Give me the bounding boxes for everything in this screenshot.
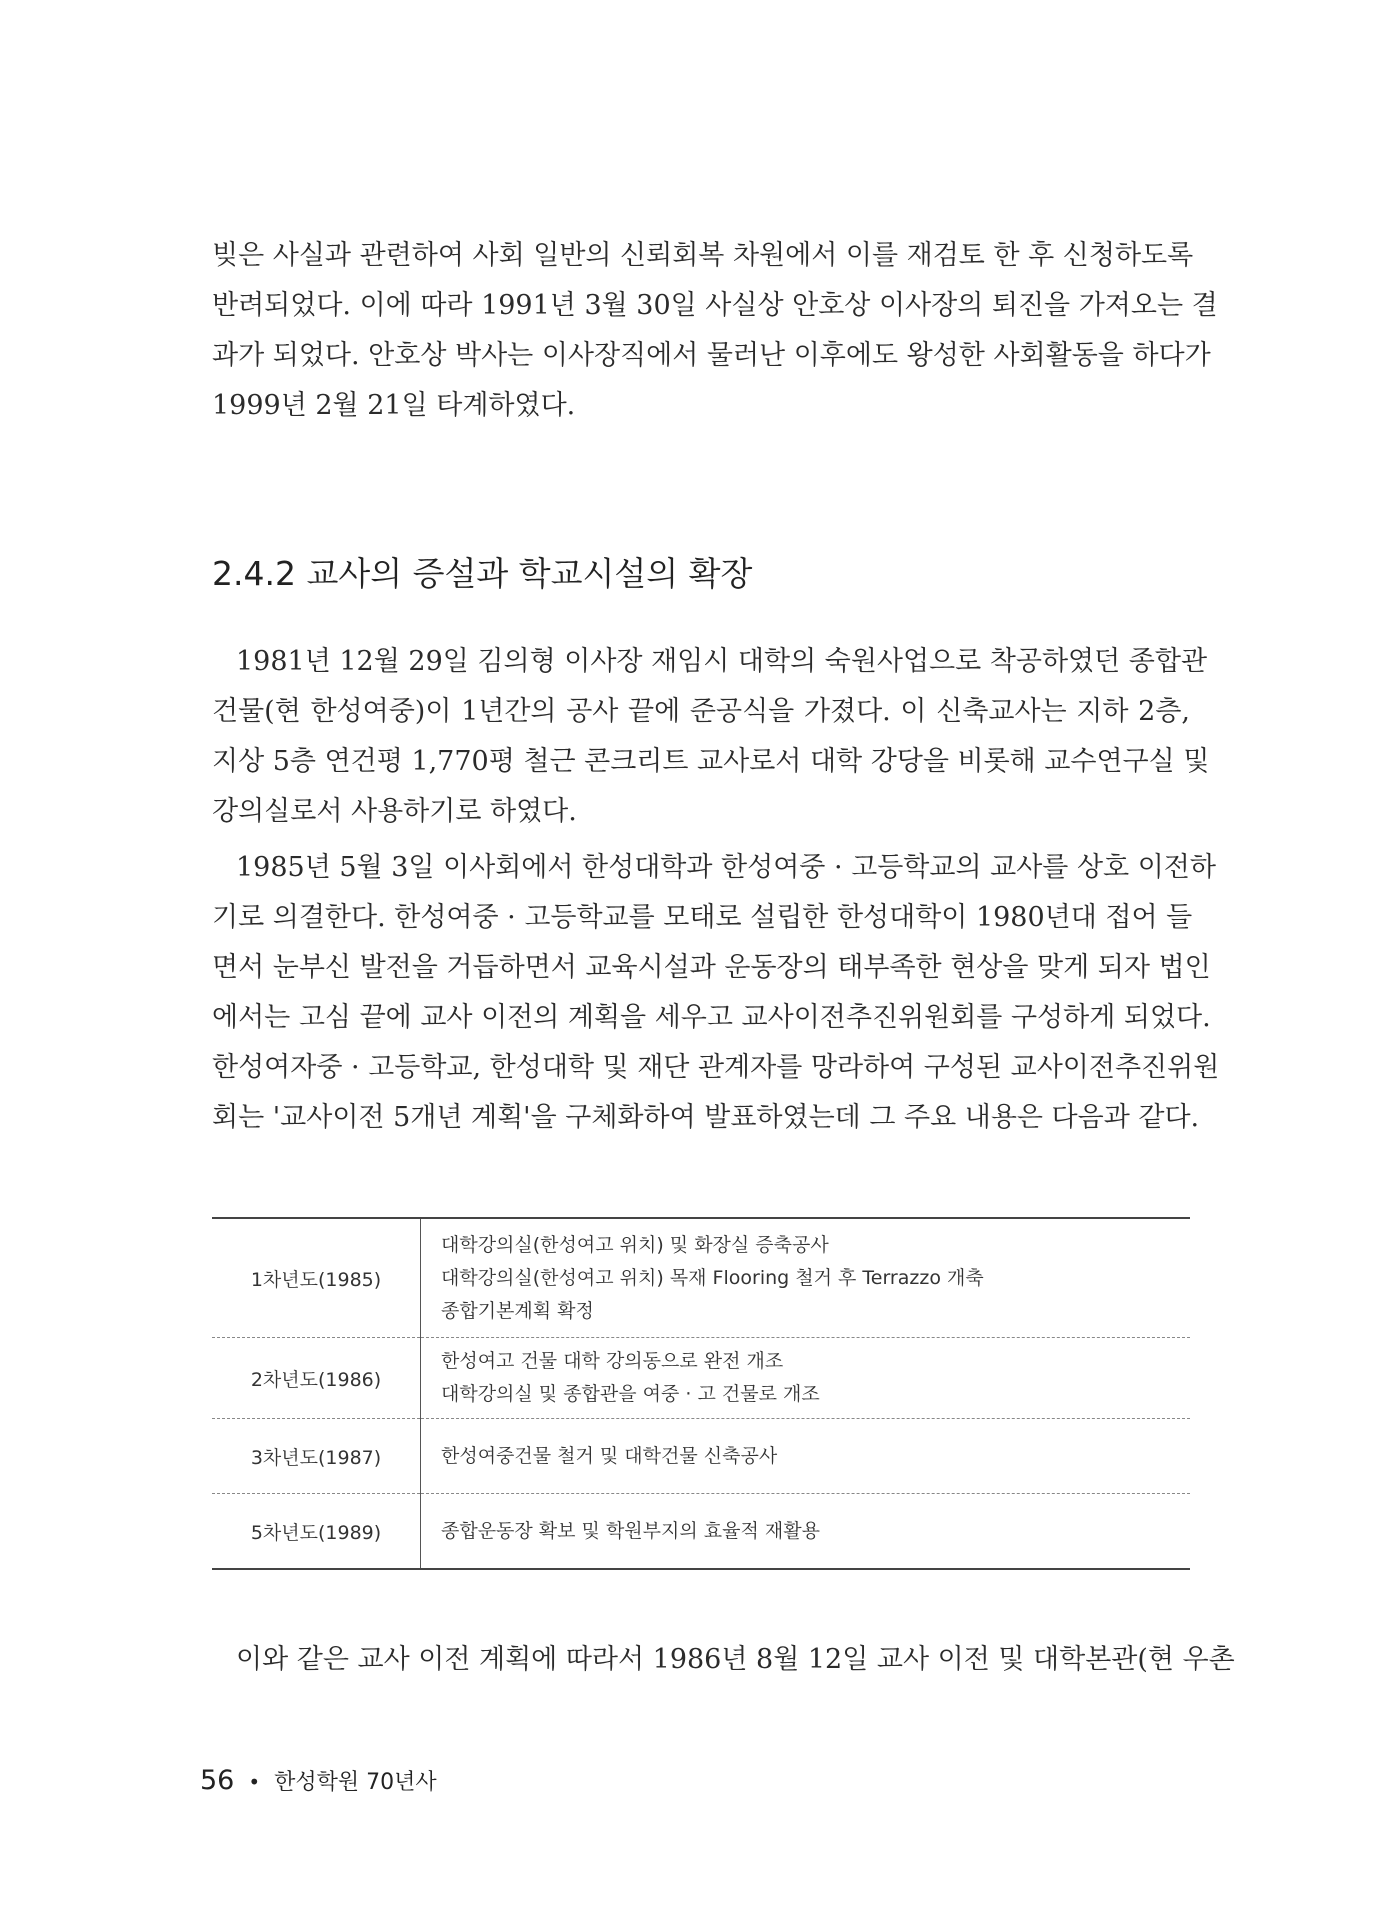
text-line: 지상 5층 연건평 1,770평 철근 콘크리트 교사로서 대학 강당을 비롯해 교수연구실 및	[212, 746, 1210, 777]
body-paragraph-2	[212, 637, 1210, 837]
page-footer	[200, 1765, 437, 1796]
text-line: 에서는 고심 끝에 교사 이전의 계획을 세우고 교사이전추진위원회를 구성하게 되었다.	[212, 1002, 1211, 1033]
plan-year: 1차년도(1985)	[212, 1218, 421, 1338]
table-row	[212, 1218, 1190, 1338]
plan-item: 대학강의실(한성여고 위치) 및 화장실 증축공사	[441, 1233, 829, 1256]
book-title: 한성학원 70년사	[274, 1770, 437, 1795]
plan-item: 대학강의실(한성여고 위치) 목재 Flooring 철거 후 Terrazzo 개축	[441, 1266, 984, 1289]
text-line: 1985년 5월 3일 이사회에서 한성대학과 한성여중 · 고등학교의 교사를 상호 이전하	[236, 852, 1216, 883]
table-row	[212, 1494, 1190, 1570]
text-line: 1981년 12월 29일 김의형 이사장 재임시 대학의 숙원사업으로 착공하였던 종합관	[236, 646, 1208, 677]
text-line: 반려되었다. 이에 따라 1991년 3월 30일 사실상 안호상 이사장의 퇴진을 가져오는 결	[212, 290, 1218, 321]
text-line: 과가 되었다. 안호상 박사는 이사장직에서 물러난 이후에도 왕성한 사회활동을 하다가	[212, 340, 1211, 371]
plan-items	[421, 1419, 1191, 1494]
plan-item: 종합운동장 확보 및 학원부지의 효율적 재활용	[441, 1519, 820, 1542]
table-row	[212, 1338, 1190, 1419]
text-line: 1999년 2월 21일 타계하였다.	[212, 390, 576, 421]
body-paragraph-4	[212, 1635, 1235, 1685]
text-line: 건물(현 한성여중)이 1년간의 공사 끝에 준공식을 가졌다. 이 신축교사는 지하 2층,	[212, 696, 1190, 727]
text-line: 기로 의결한다. 한성여중 · 고등학교를 모태로 설립한 한성대학이 1980년대 접어 들	[212, 902, 1193, 933]
plan-items	[421, 1494, 1191, 1570]
plan-year: 3차년도(1987)	[212, 1419, 421, 1494]
text-line: 면서 눈부신 발전을 거듭하면서 교육시설과 운동장의 태부족한 현상을 맞게 되자 법인	[212, 952, 1211, 983]
body-paragraph-1	[212, 231, 1218, 431]
text-line: 이와 같은 교사 이전 계획에 따라서 1986년 8월 12일 교사 이전 및 대학본관(현 우촌	[236, 1644, 1235, 1675]
text-line: 한성여자중 · 고등학교, 한성대학 및 재단 관계자를 망라하여 구성된 교사이전추진위원	[212, 1052, 1220, 1083]
plan-year: 5차년도(1989)	[212, 1494, 421, 1570]
text-line: 빚은 사실과 관련하여 사회 일반의 신뢰회복 차원에서 이를 재검토 한 후 신청하도록	[212, 240, 1194, 271]
page-number: 56	[200, 1765, 235, 1796]
bullet-icon: •	[248, 1770, 261, 1794]
plan-items	[421, 1338, 1191, 1419]
plan-year: 2차년도(1986)	[212, 1338, 421, 1419]
text-line: 강의실로서 사용하기로 하였다.	[212, 796, 577, 827]
relocation-plan-table	[212, 1217, 1190, 1570]
plan-item: 한성여고 건물 대학 강의동으로 완전 개조	[441, 1350, 784, 1372]
section-heading: 2.4.2 교사의 증설과 학교시설의 확장	[212, 554, 753, 593]
plan-item: 종합기본계획 확정	[441, 1299, 594, 1322]
plan-item: 한성여중건물 철거 및 대학건물 신축공사	[441, 1444, 778, 1467]
table-row	[212, 1419, 1190, 1494]
plan-item: 대학강의실 및 종합관을 여중 · 고 건물로 개조	[441, 1383, 820, 1405]
plan-items	[421, 1218, 1191, 1338]
body-paragraph-3	[212, 843, 1220, 1143]
text-line: 회는 '교사이전 5개년 계획'을 구체화하여 발표하였는데 그 주요 내용은 다음과 같다.	[212, 1102, 1200, 1133]
